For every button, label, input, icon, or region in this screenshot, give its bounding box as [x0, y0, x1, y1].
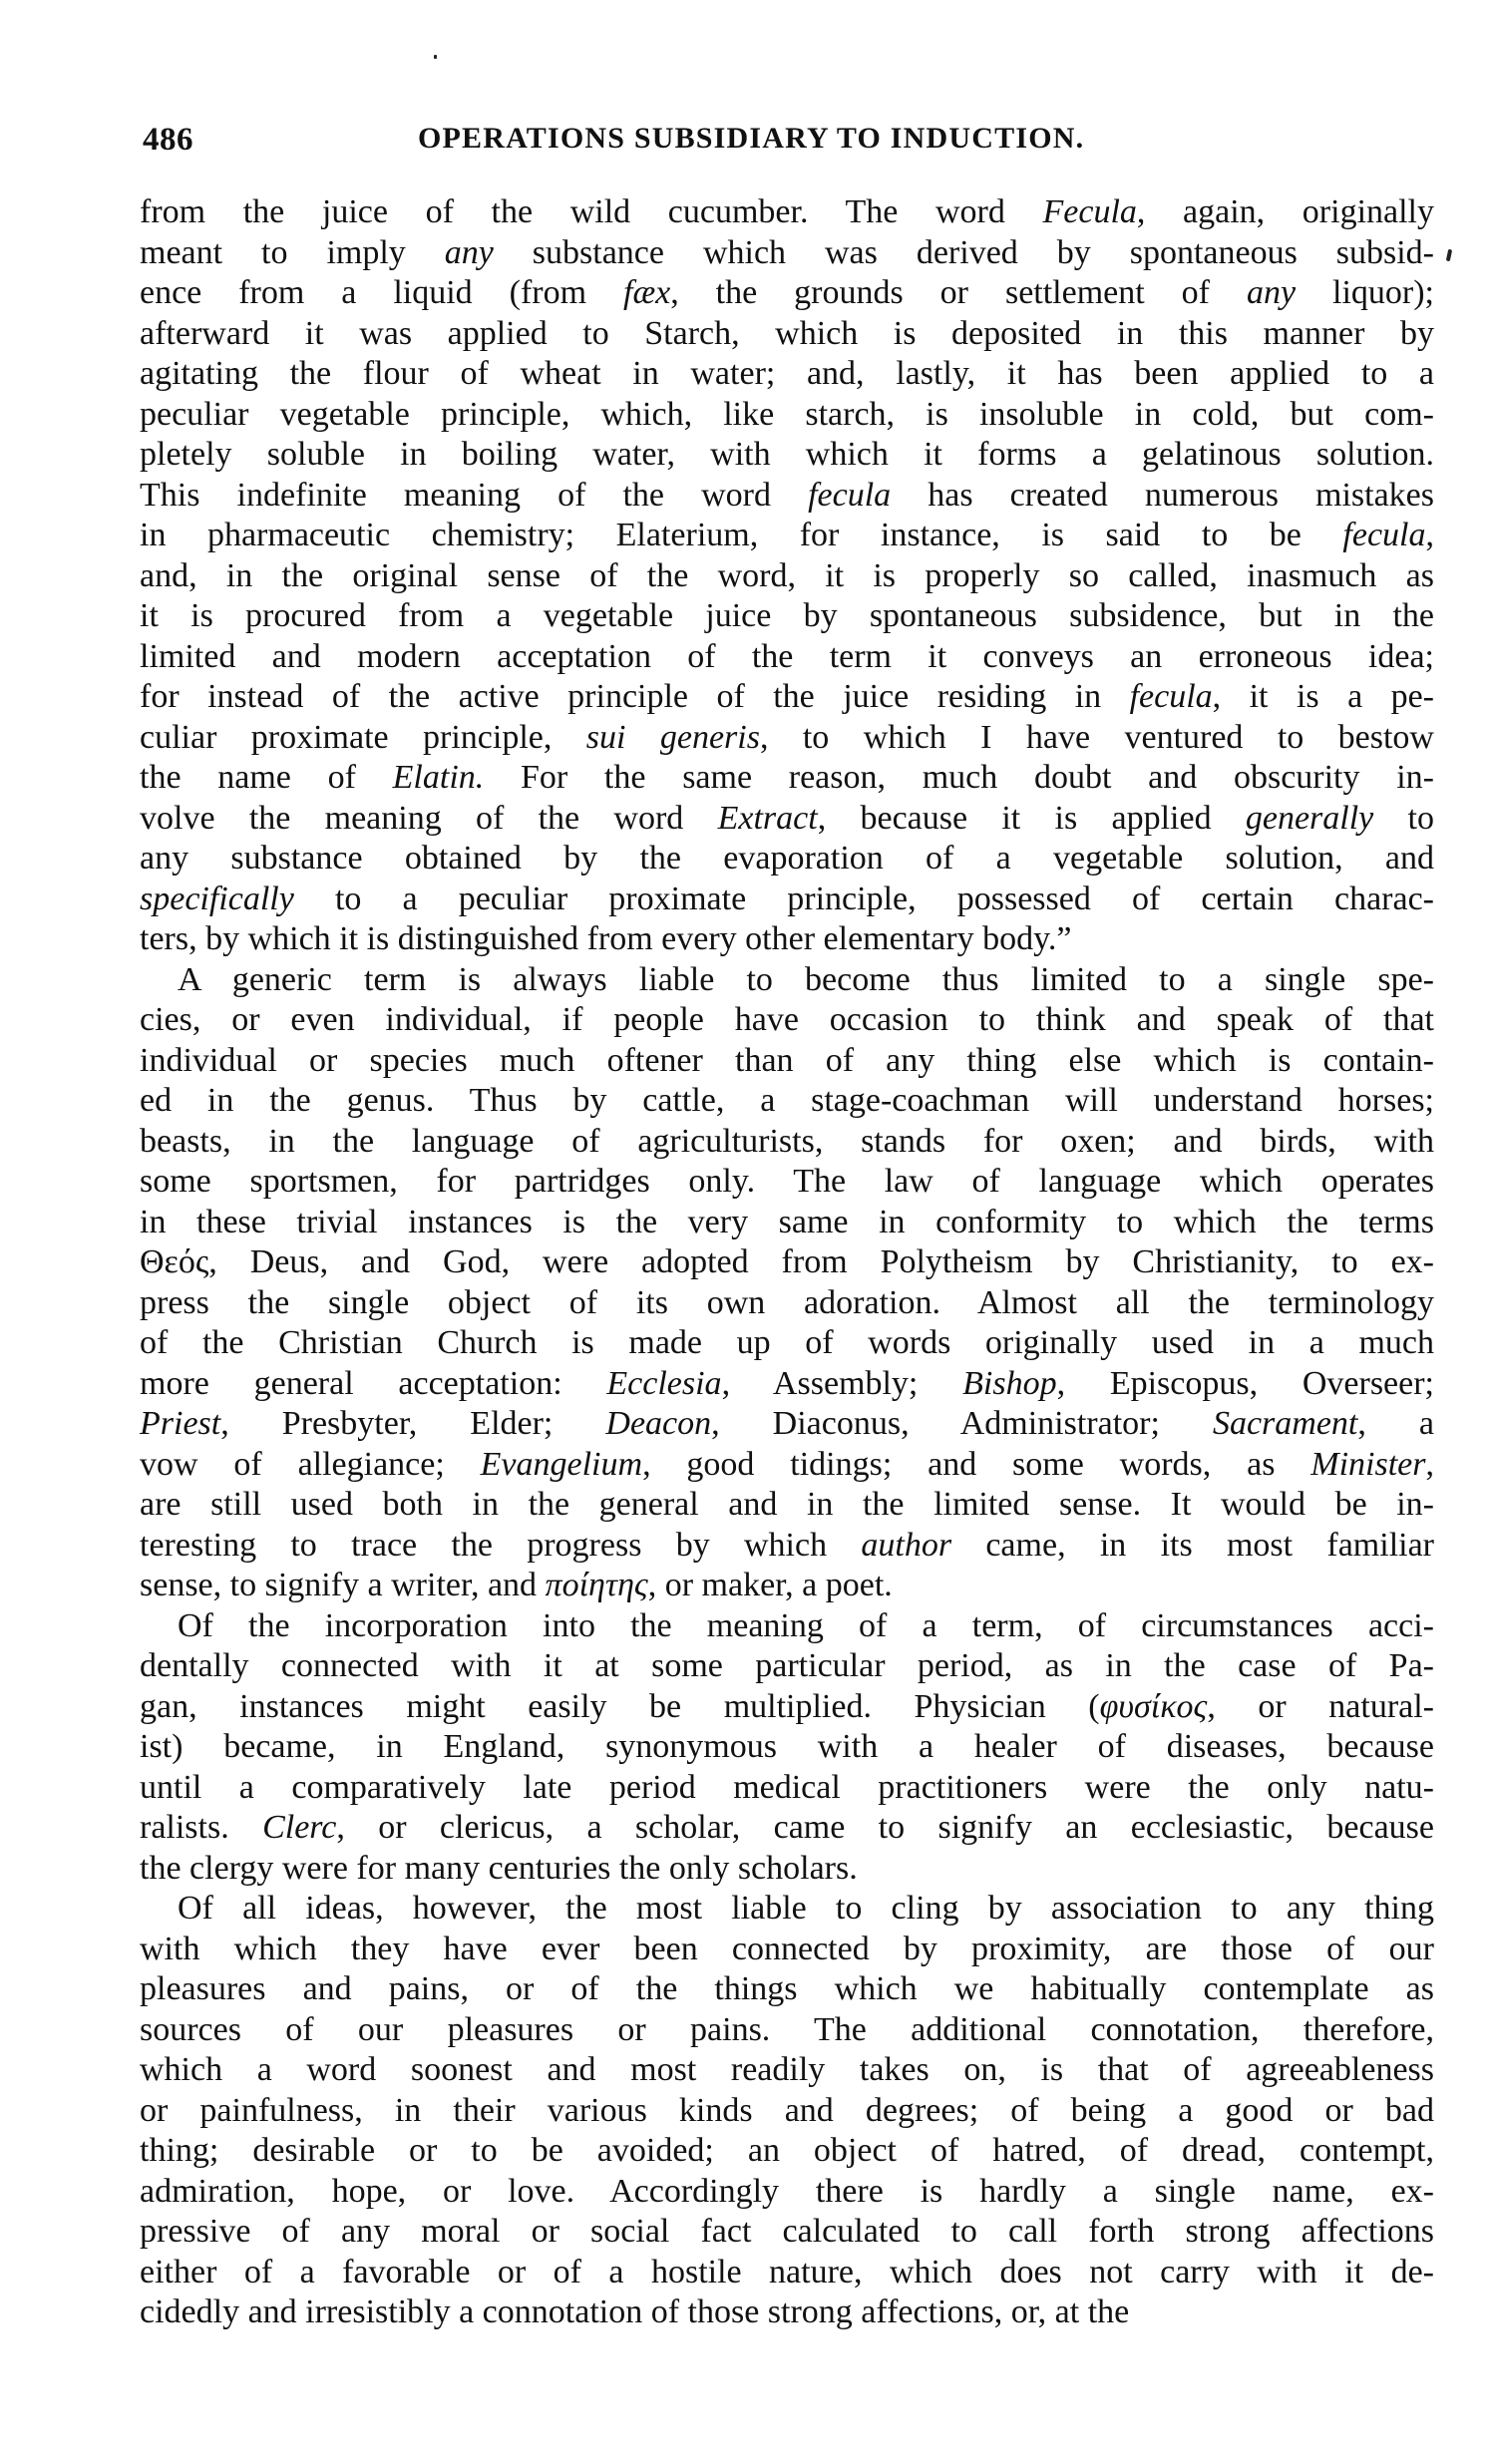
print-mark: [1446, 249, 1452, 262]
text-line: [140, 395, 1434, 435]
text-line: [140, 2172, 1434, 2212]
text-run: some sportsmen, for partridges only. The law of language which operates: [140, 1163, 1434, 1200]
text-run: culiar proximate principle,: [140, 718, 586, 756]
text-run: for instead of the active principle of the juice residing in: [140, 678, 1130, 715]
text-run: , good tidings; and some words, as: [642, 1445, 1311, 1483]
text-run: Of the incorporation into the meaning of a term, of circumstances acci-: [178, 1606, 1434, 1644]
text-line: [140, 1122, 1434, 1162]
text-line: [140, 1485, 1434, 1525]
text-run: it is procured from a vegetable juice by spontaneous subsidence, but in the: [140, 597, 1434, 634]
text-run: press the single object of its own adoration. Almost all the terminology: [140, 1283, 1434, 1321]
italic-term: sui generis: [585, 718, 760, 756]
text-line: [140, 758, 1434, 798]
text-run: liquor);: [1296, 274, 1434, 311]
text-run: ist) became, in England, synonymous with a healer of diseases, because: [140, 1728, 1434, 1765]
italic-term: Ecclesia: [606, 1364, 722, 1402]
text-line: [140, 1041, 1434, 1081]
text-line: [140, 677, 1434, 717]
italic-term: Elatin.: [392, 759, 485, 796]
text-run: cies, or even individual, if people have occasion to think and speak of that: [140, 1001, 1434, 1038]
text-run: to a peculiar proximate principle, possessed of certain charac-: [293, 880, 1434, 917]
text-run: are still used both in the general and in the limited sense. It would be in-: [140, 1486, 1434, 1523]
text-line: [140, 1566, 1434, 1605]
text-run: , it is a pe-: [1212, 678, 1435, 715]
text-run: , or clericus, a scholar, came to signify an ecclesiastic, because: [336, 1809, 1434, 1846]
text-line: [140, 1768, 1434, 1808]
text-line: [140, 1889, 1434, 1929]
text-run: pleasures and pains, or of the things which we habitually contemplate as: [140, 1970, 1434, 2007]
text-run: and, in the original sense of the word, it is properly so called, inasmuch as: [140, 556, 1434, 594]
text-run: ,: [1425, 1445, 1434, 1483]
text-run: from the juice of the wild cucumber. The word: [140, 193, 1043, 230]
italic-term: Priest: [140, 1405, 221, 1442]
italic-term: Evangelium: [480, 1445, 643, 1483]
text-run: substance which was derived by spontaneous subsid-: [493, 233, 1435, 271]
italic-term: any: [444, 233, 494, 271]
text-line: [140, 476, 1434, 516]
text-run: either of a favorable or of a hostile nature, which does not carry with it de-: [140, 2253, 1434, 2290]
text-run: until a comparatively late period medical practitioners were the only natu-: [140, 1768, 1434, 1806]
text-run: ters, by which it is distinguished from every other elementary body.”: [140, 920, 1072, 957]
text-line: [140, 880, 1434, 919]
text-run: in these trivial instances is the very same in conformity to which the terms: [140, 1203, 1434, 1240]
text-run: came, in its most familiar: [951, 1526, 1434, 1564]
text-line: [140, 1687, 1434, 1727]
text-line: [140, 1606, 1434, 1646]
text-line: [140, 1162, 1434, 1202]
text-run: meant to imply: [140, 233, 445, 271]
text-run: , Episcopus, Overseer;: [1056, 1364, 1435, 1402]
text-run: pletely soluble in boiling water, with which it forms a gelatinous solution.: [140, 436, 1434, 473]
text-run: , because it is applied: [817, 799, 1246, 837]
text-run: ed in the genus. Thus by cattle, a stage-coachman will understand horses;: [140, 1082, 1434, 1119]
text-line: [140, 1808, 1434, 1848]
text-run: thing; desirable or to be avoided; an object of hatred, of dread, contempt,: [140, 2132, 1434, 2169]
text-line: [140, 1646, 1434, 1686]
text-run: , or maker, a poet.: [647, 1567, 893, 1603]
italic-term: Bishop: [962, 1364, 1057, 1402]
running-title: OPERATIONS SUBSIDIARY TO INDUCTION.: [418, 122, 1085, 155]
text-line: [140, 314, 1434, 354]
text-line: [140, 233, 1434, 273]
italic-term: Sacrament: [1212, 1405, 1358, 1442]
text-line: [140, 1849, 1434, 1889]
text-run: afterward it was applied to Starch, which is deposited in this manner by: [140, 314, 1434, 352]
text-line: [140, 2050, 1434, 2090]
italic-term: fecula: [808, 476, 892, 514]
text-line: [140, 1081, 1434, 1121]
text-run: ence from a liquid (from: [140, 274, 623, 311]
text-line: [140, 354, 1434, 394]
text-line: [140, 2131, 1434, 2171]
italic-term: specifically: [140, 880, 294, 917]
text-run: , Presbyter, Elder;: [220, 1405, 606, 1442]
italic-term: generally: [1245, 799, 1374, 837]
text-run: , a: [1357, 1405, 1434, 1442]
text-run: admiration, hope, or love. Accordingly there is hardly a single name, ex-: [140, 2172, 1434, 2210]
text-line: [140, 1445, 1434, 1485]
text-run: This indefinite meaning of the word: [140, 476, 809, 514]
running-header: [143, 122, 1439, 162]
italic-term: φυσίκος: [1099, 1687, 1208, 1725]
text-line: [140, 799, 1434, 839]
text-line: [140, 516, 1434, 555]
text-line: [140, 1242, 1434, 1282]
text-run: gan, instances might easily be multiplied. Physician (: [140, 1687, 1100, 1725]
text-run: any substance obtained by the evaporation of a vegetable solution, and: [140, 840, 1434, 877]
text-run: , again, originally: [1136, 193, 1434, 230]
print-speck: [434, 55, 437, 59]
text-line: [140, 556, 1434, 596]
text-run: the clergy were for many centuries the only scholars.: [140, 1849, 858, 1887]
text-line: [140, 2253, 1434, 2292]
text-run: , the grounds or settlement of: [670, 274, 1247, 311]
text-run: cidedly and irresistibly a connotation of those strong affections, or, at the: [140, 2293, 1130, 2330]
text-line: [140, 1323, 1434, 1363]
text-line: [140, 2292, 1434, 2332]
italic-term: author: [861, 1526, 952, 1564]
italic-term: any: [1246, 274, 1297, 311]
text-line: [140, 435, 1434, 475]
italic-term: Clerc: [262, 1809, 337, 1846]
text-run: with which they have ever been connected by proximity, are those of our: [140, 1930, 1434, 1967]
italic-term: Minister: [1310, 1445, 1426, 1483]
text-line: [140, 1283, 1434, 1323]
text-line: [140, 1203, 1434, 1242]
text-line: [140, 919, 1434, 959]
text-line: [140, 1526, 1434, 1566]
text-run: or painfulness, in their various kinds and degrees; of being a good or bad: [140, 2091, 1434, 2129]
page-number: 486: [143, 122, 193, 158]
text-run: to: [1373, 799, 1434, 837]
text-run: sources of our pleasures or pains. The additional connotation, therefore,: [140, 2010, 1434, 2048]
text-line: [140, 1000, 1434, 1040]
text-run: vow of allegiance;: [140, 1445, 481, 1483]
text-run: ,: [1425, 517, 1434, 553]
text-run: , or natural-: [1207, 1687, 1434, 1725]
text-run: , Assembly;: [721, 1364, 963, 1402]
text-run: For the same reason, much doubt and obscurity in-: [484, 759, 1434, 796]
italic-term: ποίητης: [545, 1567, 648, 1603]
text-run: individual or species much oftener than of any thing else which is contain-: [140, 1041, 1434, 1079]
text-run: the name of: [140, 759, 393, 796]
italic-term: Deacon: [605, 1405, 712, 1442]
italic-term: Extract: [717, 799, 818, 837]
text-run: peculiar vegetable principle, which, like starch, is insoluble in cold, but com-: [140, 395, 1434, 433]
text-run: dentally connected with it at some particular period, as in the case of Pa-: [140, 1647, 1434, 1684]
text-line: [140, 2212, 1434, 2252]
text-line: [140, 960, 1434, 1000]
text-run: which a word soonest and most readily takes on, is that of agreeableness: [140, 2051, 1434, 2088]
text-run: has created numerous mistakes: [891, 476, 1435, 514]
text-line: [140, 839, 1434, 879]
text-run: Θεός, Deus, and God, were adopted from Polytheism by Christianity, to ex-: [140, 1243, 1434, 1280]
italic-term: fecula: [1129, 678, 1213, 715]
text-line: [140, 718, 1434, 758]
text-line: [140, 1969, 1434, 2009]
text-run: of the Christian Church is made up of words originally used in a much: [140, 1324, 1434, 1361]
text-run: beasts, in the language of agriculturists, stands for oxen; and birds, with: [140, 1122, 1434, 1160]
italic-term: fecula: [1342, 517, 1426, 553]
text-run: teresting to trace the progress by which: [140, 1526, 862, 1564]
text-line: [140, 1364, 1434, 1404]
text-run: , Diaconus, Administrator;: [711, 1405, 1213, 1442]
text-line: [140, 1404, 1434, 1444]
text-run: in pharmaceutic chemistry; Elaterium, for instance, is said to be: [140, 517, 1343, 553]
text-line: [140, 2010, 1434, 2050]
text-line: [140, 1930, 1434, 1969]
text-line: [140, 273, 1434, 313]
italic-term: Fecula: [1042, 193, 1137, 230]
text-run: sense, to signify a writer, and: [140, 1567, 546, 1603]
text-run: more general acceptation:: [140, 1364, 607, 1402]
text-run: volve the meaning of the word: [140, 799, 718, 837]
text-line: [140, 192, 1434, 232]
text-run: Of all ideas, however, the most liable to cling by association to any thing: [178, 1890, 1434, 1927]
italic-term: fæx: [623, 274, 671, 311]
text-run: agitating the flour of wheat in water; and, lastly, it has been applied to a: [140, 355, 1434, 392]
text-line: [140, 2091, 1434, 2131]
text-run: A generic term is always liable to become thus limited to a single spe-: [178, 960, 1434, 998]
text-run: ralists.: [140, 1809, 263, 1846]
text-run: , to which I have ventured to bestow: [759, 718, 1434, 756]
text-run: limited and modern acceptation of the term it conveys an erroneous idea;: [140, 637, 1434, 675]
text-line: [140, 596, 1434, 636]
text-line: [140, 637, 1434, 677]
text-line: [140, 1727, 1434, 1767]
text-run: pressive of any moral or social fact calculated to call forth strong affections: [140, 2213, 1434, 2250]
